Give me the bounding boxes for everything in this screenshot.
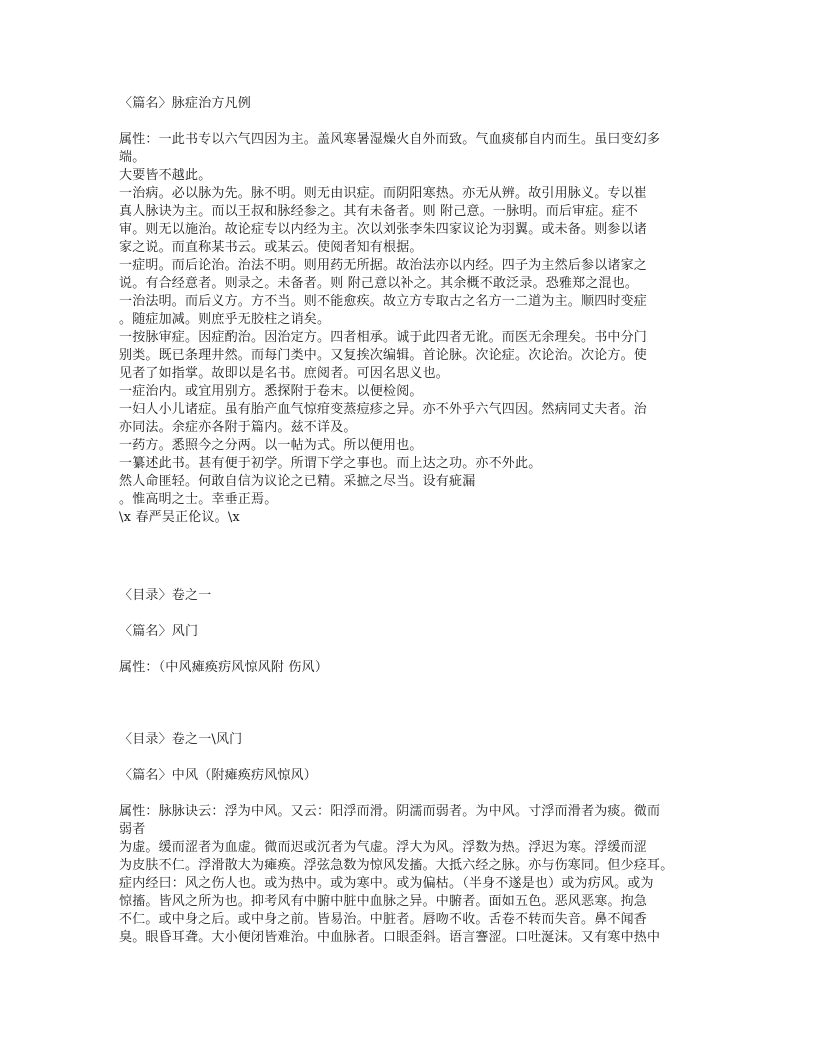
text-line: 一症明。而后论治。治法不明。则用药无所据。故治法亦以内经。四子为主然后参以诸家之 bbox=[119, 258, 648, 273]
text-line: 然人命匪轻。何敢自信为议论之已精。采摭之尽当。设有疵漏 bbox=[119, 474, 476, 489]
text-line: 一按脉审症。因症酌治。因治定方。四者相承。诚于此四者无讹。而医无余理矣。书中分门 bbox=[119, 330, 648, 345]
text-line: 弱者 bbox=[119, 822, 146, 837]
text-line: 见者了如指掌。故即以是名书。庶阅者。可因名思义也。 bbox=[119, 366, 450, 381]
text-line: 别类。既已条理井然。而每门类中。又复挨次编辑。首论脉。次论症。次论治。次论方。使 bbox=[119, 348, 648, 363]
text-line: 惊搐。皆风之所为也。抑考风有中腑中脏中血脉之异。中腑者。面如五色。恶风恶寒。拘急 bbox=[119, 894, 648, 909]
text-line: 一妇人小儿诸症。虽有胎产血气惊疳变蒸痘疹之异。亦不外乎六气四因。然病同丈夫者。治 bbox=[119, 402, 648, 417]
section-heading: 〈篇名〉风门 bbox=[119, 624, 199, 639]
text-line: 一治法明。而后义方。方不当。则不能愈疾。故立方专取古之名方一二道为主。顺四时变症 bbox=[119, 294, 648, 309]
text-line: 属性：（中风瘫痪疠风惊风附 伤风） bbox=[119, 660, 329, 675]
text-line: 端。 bbox=[119, 150, 146, 165]
text-line: 不仁。或中身之后。或中身之前。皆易治。中脏者。唇吻不收。舌卷不转而失音。鼻不闻香 bbox=[119, 912, 648, 927]
text-line: 属性：脉脉诀云：浮为中风。又云：阳浮而滑。阴濡而弱者。为中风。寸浮而滑者为痰。微而 bbox=[119, 804, 661, 819]
text-line: 臭。眼昏耳聋。大小便闭皆难治。中血脉者。口眼歪斜。语言謇涩。口吐涎沫。又有寒中热中 bbox=[119, 930, 661, 945]
toc-heading: 〈目录〉卷之一\风门 bbox=[119, 732, 243, 747]
text-line: 为虚。缓而涩者为血虚。微而迟或沉者为气虚。浮大为风。浮数为热。浮迟为寒。浮缓而涩 bbox=[119, 840, 648, 855]
text-line: 真人脉诀为主。而以王叔和脉经参之。其有未备者。则 附己意。一脉明。而后审症。症不 bbox=[119, 204, 639, 219]
text-line: 属性：一此书专以六气四因为主。盖风寒暑湿燥火自外而致。气血痰郁自内而生。虽曰变幻多 bbox=[119, 132, 661, 147]
text-line: 审。则无以施治。故论症专以内经为主。次以刘张李朱四家议论为羽翼。或未备。则参以诸 bbox=[119, 222, 648, 237]
text-line: 。惟高明之士。幸垂正焉。 bbox=[119, 492, 278, 507]
text-line: 家之说。而直称某书云。或某云。使阅者知有根据。 bbox=[119, 240, 423, 255]
toc-heading: 〈目录〉卷之一 bbox=[119, 588, 212, 603]
text-line: \x 春严吴正伦议。\x bbox=[119, 510, 240, 525]
text-line: 。随症加减。则庶乎无胶柱之诮矣。 bbox=[119, 312, 331, 327]
text-line: 说。有合经意者。则录之。未备者。则 附己意以补之。其余概不敢泛录。恐雅郑之混也。 bbox=[119, 276, 639, 291]
section-heading: 〈篇名〉中风（附瘫痪疠风惊风） bbox=[119, 768, 318, 783]
text-line: 一治病。必以脉为先。脉不明。则无由识症。而阴阳寒热。亦无从辨。故引用脉义。专以崔 bbox=[119, 186, 648, 201]
text-line: 大要皆不越此。 bbox=[119, 168, 212, 183]
text-line: 一纂述此书。甚有便于初学。所谓下学之事也。而上达之功。亦不外此。 bbox=[119, 456, 542, 471]
text-line: 一药方。悉照今之分两。以一帖为式。所以便用也。 bbox=[119, 438, 423, 453]
section-heading: 〈篇名〉脉症治方凡例 bbox=[119, 96, 252, 111]
text-line: 一症治内。或宜用别方。悉探附于卷末。以便检阅。 bbox=[119, 384, 423, 399]
text-line: 症内经曰：风之伤人也。或为热中。或为寒中。或为偏枯。（半身不遂是也）或为疠风。或为 bbox=[119, 876, 654, 891]
text-line: 亦同法。余症亦各附于篇内。兹不详及。 bbox=[119, 420, 357, 435]
text-line: 为皮肤不仁。浮滑散大为瘫痪。浮弦急数为惊风发搐。大抵六经之脉。亦与伤寒同。但少痉耳。 bbox=[119, 858, 674, 873]
